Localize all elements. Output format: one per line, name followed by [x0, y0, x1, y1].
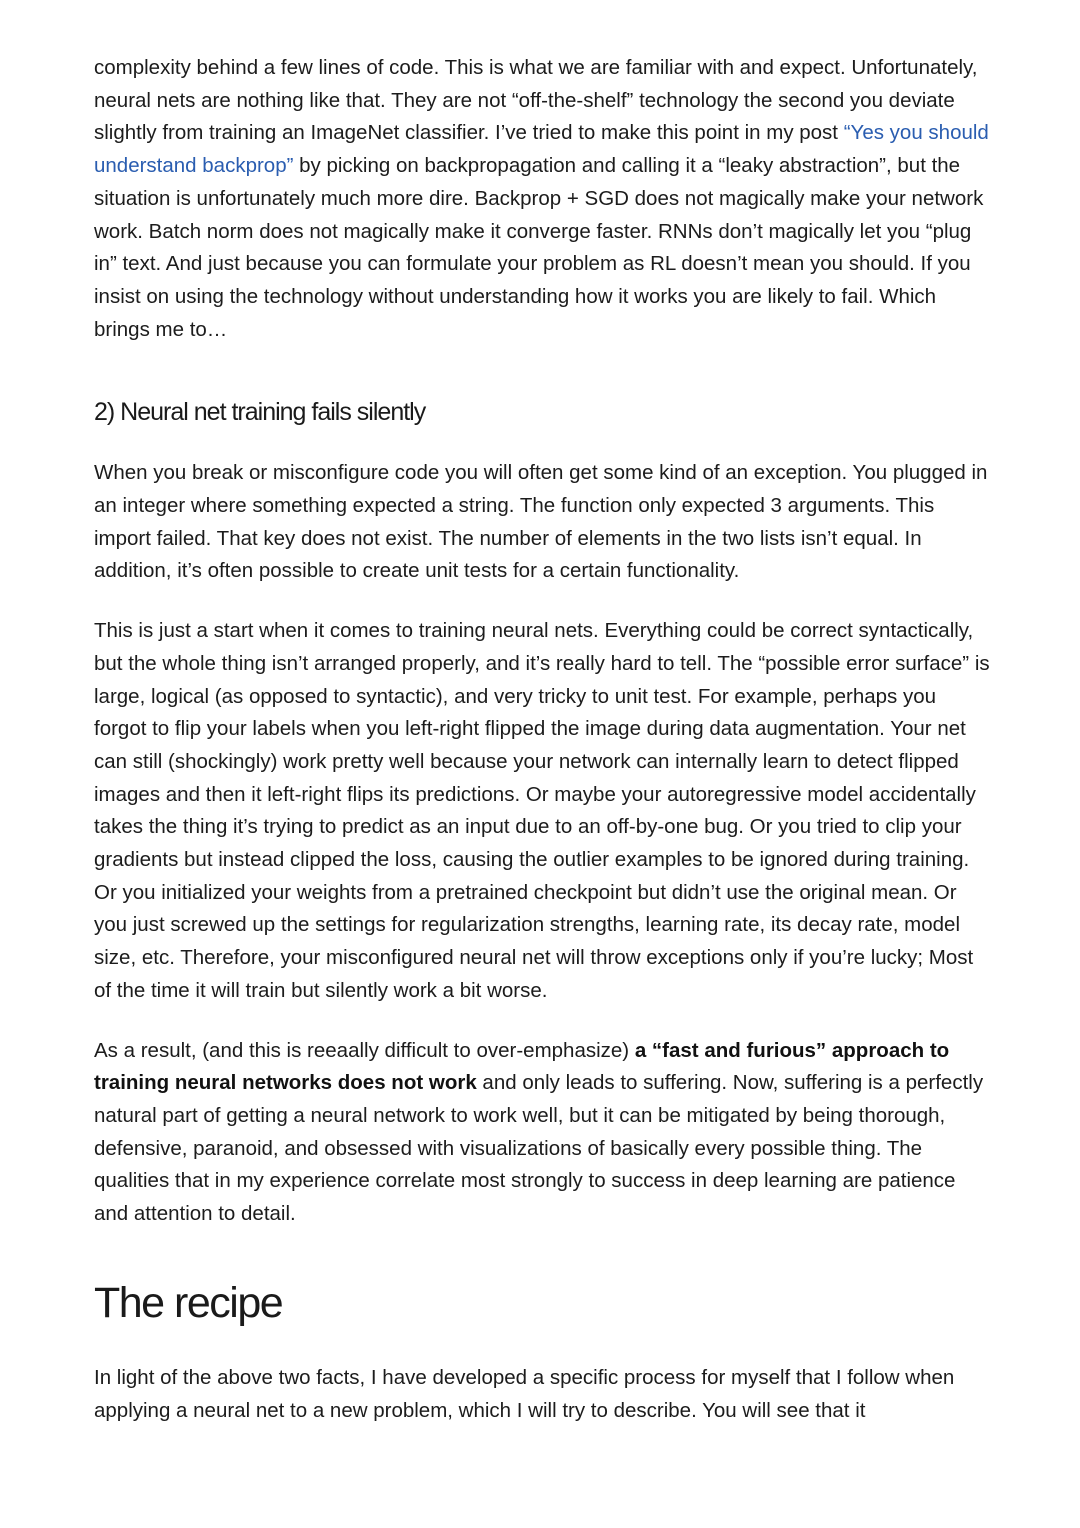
paragraph-error-surface: This is just a start when it comes to training neural nets. Everything could be correct syntactically, but the whole thing isn’t arranged properly, and it’s really hard to tell. The “possible error surface” is large, logical (as opposed to syntactic), and very tricky to unit test. For example, perhaps you forgot to flip your labels when you left-right flipped the image during data augmentation. Your net can still (shockingly) work pretty well because your network can internally learn to detect flipped images and then it left-right flips its predictions. Or maybe your autoregressive model accidentally takes the thing it’s trying to predict as an input due to an off-by-one bug. Or you tried to clip your gradients but instead clipped the loss, causing the outlier examples to be ignored during training. Or you initialized your weights from a pretrained checkpoint but didn’t use the original mean. Or you just screwed up the settings for regularization strengths, learning rate, its decay rate, model size, etc. Therefore, your misconfigured neural net will throw exceptions only if you’re lucky; Most of the time it will train but silently work a bit worse. — [94, 619, 990, 1002]
paragraph-fast-and-furious — [94, 1035, 994, 1231]
paragraph-exceptions: When you break or misconfigure code you will often get some kind of an exception. You plugged in an integer where something expected a string. The function only expected 3 arguments. This import failed. That key does not exist. The number of elements in the two lists isn’t equal. In addition, it’s often possible to create unit tests for a certain functionality. — [94, 461, 988, 583]
paragraph-text: complexity behind a few lines of code. This is what we are familiar with and expect. Unfortunately, neural nets are nothing like that. They are not “off-the-shelf” technology the second you deviate slightly from training an ImageNet classifier. I’ve tried to make this point in my post — [94, 56, 978, 145]
backprop-post-link[interactable]: “Yes you should understand backprop” — [94, 121, 989, 178]
paragraph-text: and only leads to suffering. Now, suffering is a perfectly natural part of getting a neural network to work well, but it can be mitigated by being thorough, defensive, paranoid, and obsessed with visualizations of basically every possible thing. The qualities that in my experience correlate most strongly to success in deep learning are patience and attention to detail. — [94, 1071, 984, 1226]
paragraph-text: As a result, (and this is reeaally difficult to over-emphasize) — [94, 1038, 635, 1062]
emphasis-text: a “fast and furious” approach to training neural networks does not work — [94, 1038, 950, 1095]
paragraph-text: by picking on backpropagation and calling it a “leaky abstraction”, but the situation is unfortunately much more dire. Backprop + SGD does not magically make your network work. Batch norm does not magically make it converge faster. RNNs don’t magically let you “plug in” text. And just because you can formulate your problem as RL doesn’t mean you should. If you insist on using the technology without understanding how it works you are likely to fail. Which brings me to… — [94, 154, 984, 341]
paragraph-recipe-intro: In light of the above two facts, I have developed a specific process for myself that I follow when applying a neural net to a new problem, which I will try to describe. You will see that it — [94, 1365, 955, 1422]
paragraph-leaky-abstraction — [94, 52, 994, 346]
article-body — [94, 52, 994, 1427]
section-heading-fails-silently: 2) Neural net training fails silently — [94, 398, 426, 427]
section-heading-recipe: The recipe — [94, 1278, 283, 1327]
